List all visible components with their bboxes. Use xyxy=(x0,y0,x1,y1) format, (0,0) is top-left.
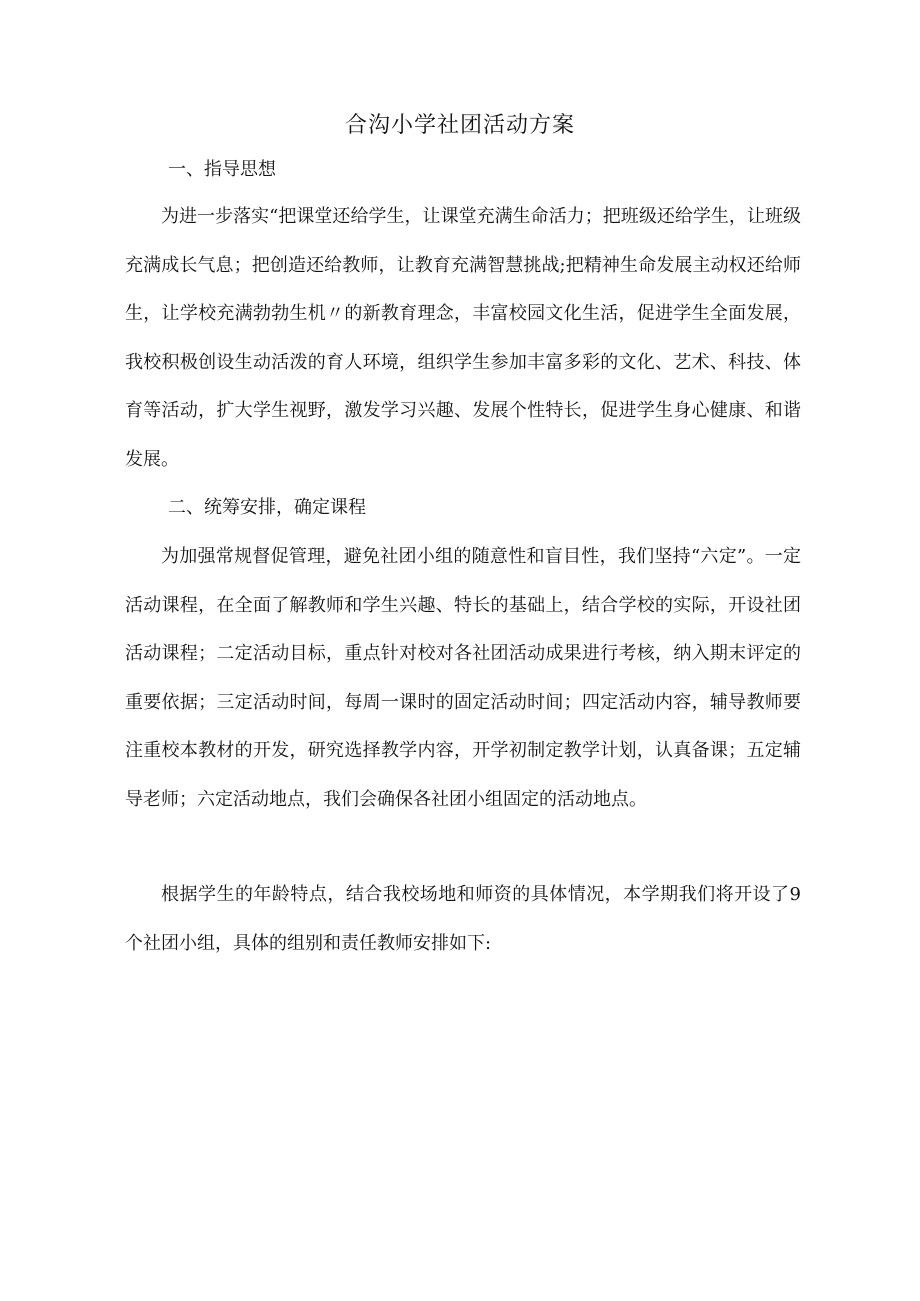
section-heading-guiding-ideology: 一、指导思想 xyxy=(168,159,276,180)
paragraph-guiding-ideology: 为进一步落实“把课堂还给学生，让课堂充满生命活力；把班级还给学生，让班级充满成长气息；把创造还给教师，让教育充满智慧挑战;把精神生命发展主动权还给师生，让学校充满勃勃生机〃的新教育理念，丰富校园文化生活，促进学生全面发展，我校积极创设生动活泼的育人环境，组织学生参加丰富多彩的文化、艺术、科技、体育等活动，扩大学生视野，激发学习兴趣、发展个性特长，促进学生身心健康、和谐发展。 xyxy=(125,206,801,470)
section-heading-course-planning: 二、统筹安排，确定课程 xyxy=(168,497,366,518)
paragraph-club-arrangement: 根据学生的年龄特点，结合我校场地和师资的具体情况，本学期我们将开设了9个社团小组，具体的组别和责任教师安排如下: xyxy=(125,884,801,954)
paragraph-six-fixed-rules: 为加强常规督促管理，避免社团小组的随意性和盲目性，我们坚持“六定”。一定活动课程，在全面了解教师和学生兴趣、特长的基础上，结合学校的实际，开设社团活动课程；二定活动目标，重点针对校对各社团活动成果进行考核，纳入期末评定的重要依据；三定活动时间，每周一课时的固定活动时间；四定活动内容，辅导教师要注重校本教材的开发，研究选择教学内容，开学初制定教学计划，认真备课；五定辅导老师；六定活动地点，我们会确保各社团小组固定的活动地点。 xyxy=(125,546,801,810)
document-title: 合沟小学社团活动方案 xyxy=(344,113,575,138)
